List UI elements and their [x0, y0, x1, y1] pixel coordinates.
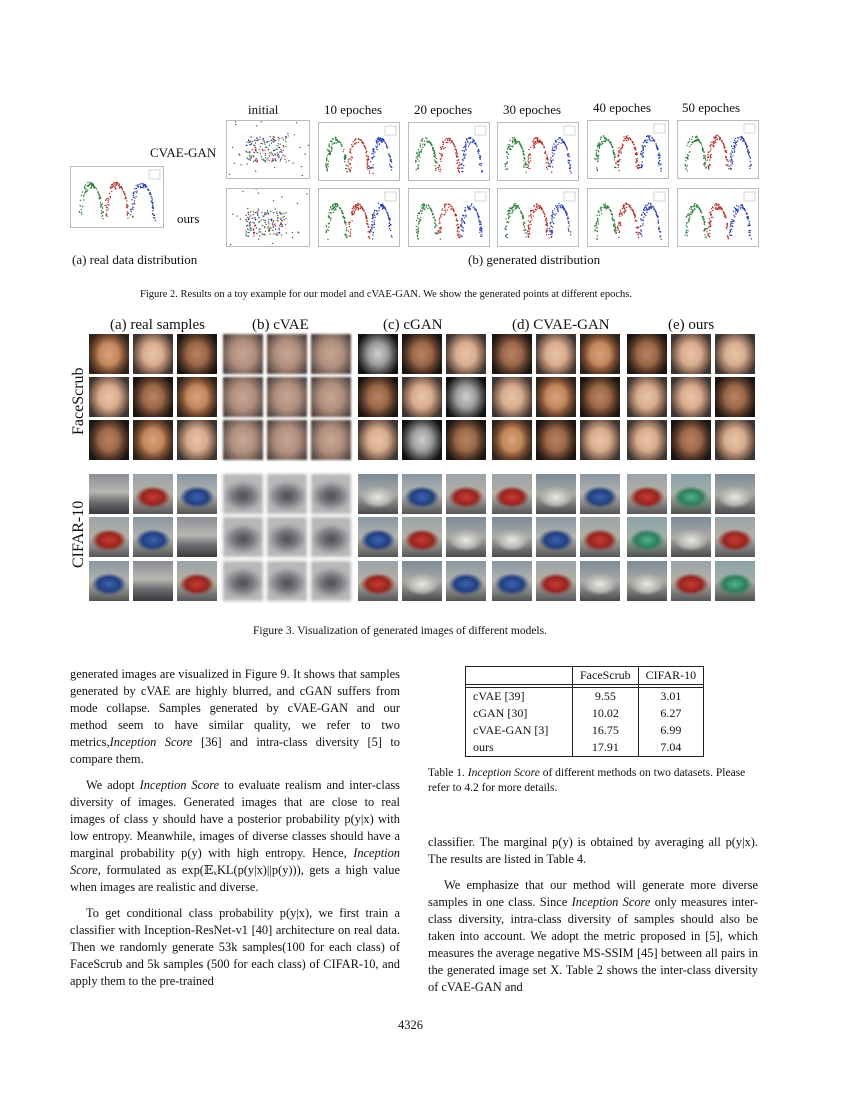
face-sample-image [715, 420, 755, 460]
table-cell-facescrub: 10.02 [573, 705, 639, 722]
car-sample-image [536, 474, 576, 514]
cvae-gan-plot-40 [587, 120, 669, 179]
epoch-header-50: 50 epoches [682, 100, 741, 115]
car-sample-image [177, 561, 217, 601]
face-sample-image [89, 420, 129, 460]
table-caption-a: Table 1. [428, 767, 468, 779]
car-sample-image [627, 474, 667, 514]
table-cell-method: cVAE [39] [466, 688, 573, 706]
car-sample-image [89, 517, 129, 557]
face-sample-image [402, 334, 442, 374]
car-sample-image [627, 517, 667, 557]
car-sample-image [446, 474, 486, 514]
table-caption-b: of different methods on two datasets. Please refer to 4.2 for more details. [428, 767, 746, 794]
car-sample-image [223, 517, 263, 557]
face-sample-image [627, 420, 667, 460]
car-sample-image [492, 561, 532, 601]
face-sample-image [715, 377, 755, 417]
car-sample-image [358, 517, 398, 557]
face-sample-image [536, 420, 576, 460]
face-sample-image [311, 377, 351, 417]
car-sample-image [402, 517, 442, 557]
paragraph-1-text: generated images are visualized in Figure 9. It shows that samples generated by cVAE are highly blurred, and cGAN suffers from mode collapse. Samples generated by cVAE-GAN and our method seem to have similar quality, we refer to two metrics, [70, 667, 400, 749]
face-sample-image [177, 420, 217, 460]
face-sample-image [223, 377, 263, 417]
car-sample-image [446, 561, 486, 601]
inception-score-term: Inception Score [109, 735, 193, 749]
face-sample-image [358, 420, 398, 460]
face-sample-image [177, 377, 217, 417]
table-cell-cifar: 6.99 [638, 722, 703, 739]
car-sample-image [223, 561, 263, 601]
face-sample-image [671, 420, 711, 460]
car-sample-image [715, 561, 755, 601]
inception-score-term: Inception Score [571, 895, 651, 909]
face-sample-image [580, 334, 620, 374]
face-sample-image [223, 420, 263, 460]
paragraph-2 [70, 777, 400, 896]
subcaption-a: (a) real data distribution [72, 252, 198, 267]
car-sample-image [177, 517, 217, 557]
face-sample-image [133, 334, 173, 374]
table-cell-cifar: 3.01 [638, 688, 703, 706]
column-label-cvae: (b) cVAE [252, 317, 309, 333]
car-sample-image [671, 474, 711, 514]
row-label-cifar: CIFAR-10 [70, 500, 87, 568]
ours-plot-10 [318, 188, 400, 247]
epoch-header-30: 30 epoches [503, 102, 562, 117]
paragraph-2-c: , formulated as exp(𝔼ₓKL(p(y|x)||p(y))), gets a high value when images are realistic and diverse. [70, 863, 400, 894]
face-sample-image [536, 377, 576, 417]
car-sample-image [89, 474, 129, 514]
paragraph-1-tail: [36] and intra-class diversity [5] to compare them. [70, 735, 400, 766]
paragraph-5 [428, 877, 758, 996]
car-sample-image [402, 474, 442, 514]
table-cell-cifar: 6.27 [638, 705, 703, 722]
table-cell-method: cVAE-GAN [3] [466, 722, 573, 739]
face-sample-image [89, 334, 129, 374]
table-header-cifar: CIFAR-10 [638, 667, 703, 685]
table-cell-method: ours [466, 739, 573, 757]
paragraph-2-a: We adopt [86, 778, 140, 792]
table-cell-cifar: 7.04 [638, 739, 703, 757]
ours-plot-40 [587, 188, 669, 247]
face-sample-image [177, 334, 217, 374]
paragraph-5-b: only measures inter-class diversity, intra-class diversity of samples should also be taken into account. We adopt the metric proposed in [5], which measures the average negative MS-SSIM [45] between all pairs in the generated image set X. Table 2 shows the inter-class diversity of cVAE-GAN and [428, 895, 758, 994]
inception-score-term: Inception Score [139, 778, 220, 792]
car-sample-image [311, 561, 351, 601]
epoch-header-initial: initial [248, 102, 279, 117]
table-1 [465, 666, 704, 757]
cvae-gan-plot-initial [226, 120, 310, 179]
car-sample-image [223, 474, 263, 514]
column-label-ours: (e) ours [668, 317, 715, 333]
car-sample-image [536, 517, 576, 557]
face-sample-image [267, 420, 307, 460]
figure-3-caption: Figure 3. Visualization of generated images of different models. [253, 625, 547, 637]
car-sample-image [311, 474, 351, 514]
car-sample-image [267, 474, 307, 514]
face-sample-image [267, 334, 307, 374]
face-sample-image [715, 334, 755, 374]
car-sample-image [580, 474, 620, 514]
cvae-gan-plot-50 [677, 120, 759, 179]
car-sample-image [358, 474, 398, 514]
paragraph-1 [70, 666, 400, 768]
figure-2-caption: Figure 2. Results on a toy example for our model and cVAE-GAN. We show the generated points at different epochs. [140, 289, 632, 300]
car-sample-image [133, 517, 173, 557]
car-sample-image [492, 474, 532, 514]
row-label-cvae-gan: CVAE-GAN [150, 145, 217, 160]
results-table [465, 666, 704, 757]
inception-score-term: Inception Score [70, 846, 400, 877]
ours-plot-50 [677, 188, 759, 247]
table-cell-facescrub: 17.91 [573, 739, 639, 757]
face-sample-image [267, 377, 307, 417]
cvae-gan-plot-10 [318, 122, 400, 181]
paragraph-4: classifier. The marginal p(y) is obtained by averaging all p(y|x). The results are listed in Table 4. [428, 835, 758, 866]
face-sample-image [492, 334, 532, 374]
face-sample-image [402, 420, 442, 460]
paragraph-5-a: We emphasize that our method will generate more diverse samples in one class. Since [428, 878, 758, 909]
car-sample-image [671, 561, 711, 601]
car-sample-image [492, 517, 532, 557]
face-sample-image [89, 377, 129, 417]
face-sample-image [580, 377, 620, 417]
table-header-empty [466, 667, 573, 685]
face-sample-image [492, 420, 532, 460]
car-sample-image [267, 561, 307, 601]
car-sample-image [536, 561, 576, 601]
car-sample-image [402, 561, 442, 601]
epoch-header-40: 40 epoches [593, 100, 652, 115]
car-sample-image [267, 517, 307, 557]
table-row [466, 688, 704, 706]
row-label-ours: ours [177, 211, 200, 226]
table-1-caption [428, 766, 758, 796]
face-sample-image [402, 377, 442, 417]
car-sample-image [358, 561, 398, 601]
face-sample-image [536, 334, 576, 374]
paragraph-2-b: to evaluate realism and inter-class diversity of images. Generated images that are close to real images of class y should have a posterior probability p(y|x) with low entropy. Meanwhile, images of diverse classes should have a marginal probability p(y) with high entropy. Hence, [70, 778, 400, 860]
face-sample-image [627, 334, 667, 374]
epoch-header-10: 10 epoches [324, 102, 383, 117]
face-sample-image [492, 377, 532, 417]
car-sample-image [715, 474, 755, 514]
face-sample-image [133, 420, 173, 460]
subcaption-b: (b) generated distribution [468, 252, 601, 267]
face-sample-image [358, 377, 398, 417]
page-number: 4326 [398, 1018, 423, 1032]
paragraph-3: To get conditional class probability p(y|x), we first train a classifier with Inception-ResNet-v1 [40] architecture on real data. Then we randomly generate 53k samples(100 for each class) of FaceScrub and 5k samples (500 for each class) of CIFAR-10, and apply them to the pre-trained [70, 906, 400, 988]
car-sample-image [627, 561, 667, 601]
table-header-facescrub: FaceScrub [573, 667, 639, 685]
car-sample-image [311, 517, 351, 557]
cvae-gan-plot-30 [497, 122, 579, 181]
car-sample-image [177, 474, 217, 514]
face-sample-image [580, 420, 620, 460]
table-cell-method: cGAN [30] [466, 705, 573, 722]
car-sample-image [580, 517, 620, 557]
column-label-real: (a) real samples [110, 317, 205, 333]
epoch-header-20: 20 epoches [414, 102, 473, 117]
inception-score-term: Inception Score [467, 767, 540, 779]
ours-plot-initial [226, 188, 310, 247]
ours-plot-20 [408, 188, 490, 247]
face-sample-image [446, 420, 486, 460]
face-sample-image [223, 334, 263, 374]
table-cell-facescrub: 9.55 [573, 688, 639, 706]
column-label-cgan: (c) cGAN [383, 317, 443, 333]
face-sample-image [627, 377, 667, 417]
table-row [466, 739, 704, 757]
table-row [466, 705, 704, 722]
face-sample-image [671, 334, 711, 374]
face-sample-image [133, 377, 173, 417]
car-sample-image [715, 517, 755, 557]
table-header-row [466, 667, 704, 685]
left-column [70, 666, 400, 999]
face-sample-image [446, 334, 486, 374]
column-label-cvae-gan: (d) CVAE-GAN [512, 317, 610, 333]
car-sample-image [580, 561, 620, 601]
right-column [428, 834, 758, 1005]
face-sample-image [446, 377, 486, 417]
ours-plot-30 [497, 188, 579, 247]
row-label-facescrub: FaceScrub [70, 367, 87, 435]
car-sample-image [671, 517, 711, 557]
face-sample-image [358, 334, 398, 374]
table-cell-facescrub: 16.75 [573, 722, 639, 739]
face-sample-image [311, 420, 351, 460]
face-sample-image [671, 377, 711, 417]
cvae-gan-plot-20 [408, 122, 490, 181]
car-sample-image [133, 474, 173, 514]
real-data-plot [70, 166, 164, 228]
car-sample-image [89, 561, 129, 601]
car-sample-image [133, 561, 173, 601]
car-sample-image [446, 517, 486, 557]
table-row [466, 722, 704, 739]
face-sample-image [311, 334, 351, 374]
